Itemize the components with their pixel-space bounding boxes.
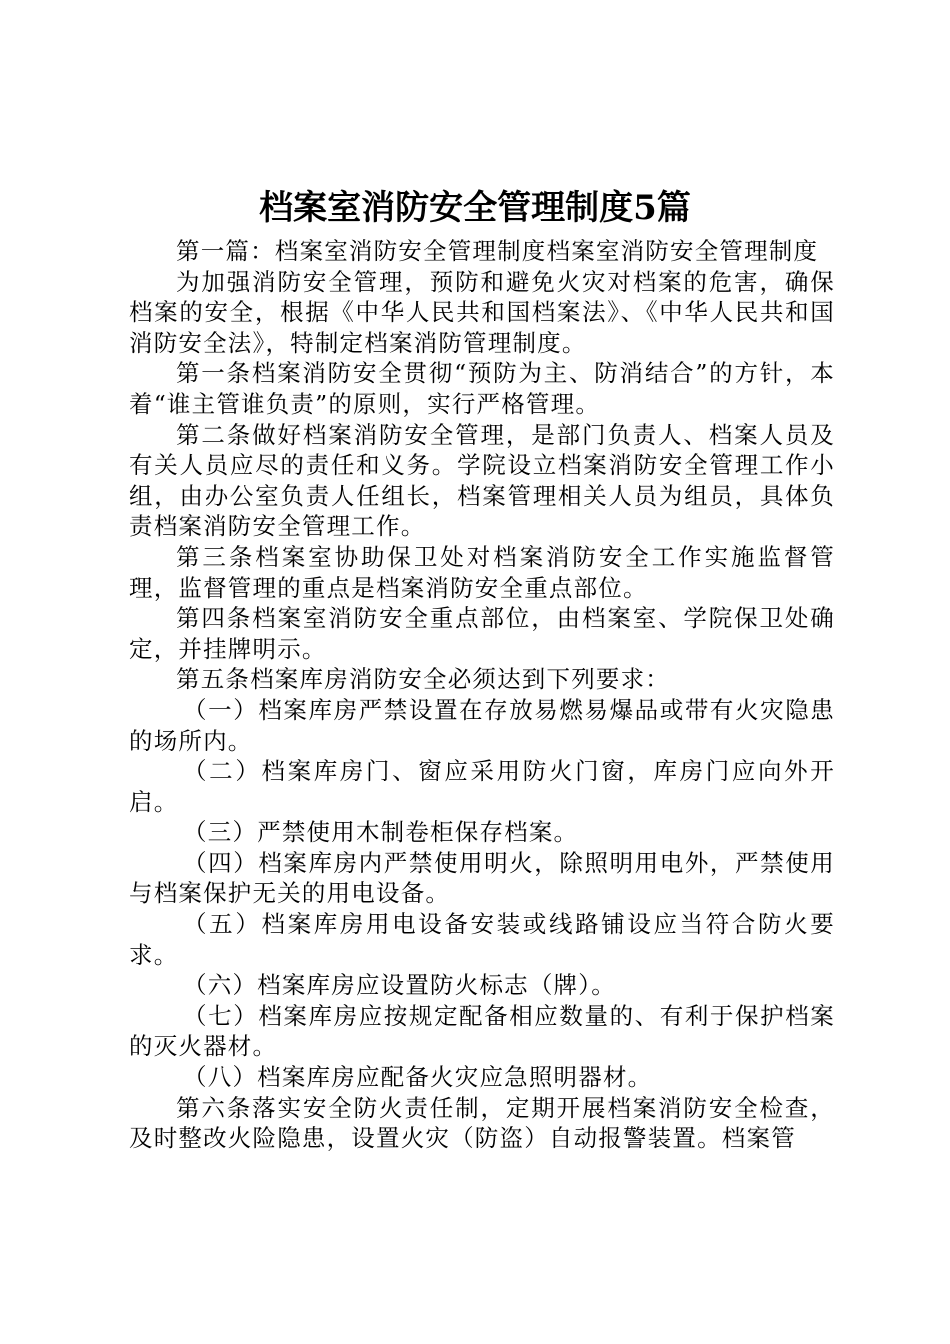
paragraph-preamble: 为加强消防安全管理，预防和避免火灾对档案的危害，确保档案的安全，根据《中华人民共和国档案法》、《中华人民共和国消防安全法》，特制定档案消防管理制度。	[129, 267, 835, 357]
list-item-4: （四）档案库房内严禁使用明火，除照明用电外，严禁使用与档案保护无关的用电设备。	[129, 848, 835, 908]
list-item-1: （一）档案库房严禁设置在存放易燃易爆品或带有火灾隐患的场所内。	[129, 695, 835, 755]
list-item-6: （六）档案库房应设置防火标志（牌）。	[183, 971, 616, 1000]
paragraph-article-2: 第二条做好档案消防安全管理，是部门负责人、档案人员及有关人员应尽的责任和义务。学院设立档案消防安全管理工作小组，由办公室负责人任组长，档案管理相关人员为组员，具体负责档案消防安全管理工作。	[129, 420, 835, 541]
paragraph-article-4: 第四条档案室消防安全重点部位，由档案室、学院保卫处确定，并挂牌明示。	[129, 604, 835, 663]
paragraph-article-1: 第一条档案消防安全贯彻“预防为主、防消结合”的方针，本着“谁主管谁负责”的原则，实行严格管理。	[129, 359, 835, 418]
list-item-5: （五）档案库房用电设备安装或线路铺设应当符合防火要求。	[129, 910, 835, 969]
list-item-8: （八）档案库房应配备火灾应急照明器材。	[183, 1063, 653, 1092]
document-title: 档案室消防安全管理制度5篇	[259, 188, 691, 228]
list-item-7: （七）档案库房应按规定配备相应数量的、有利于保护档案的灭火器材。	[129, 1001, 835, 1061]
paragraph-article-5: 第五条档案库房消防安全必须达到下列要求：	[176, 665, 670, 694]
paragraph-chapter-heading: 第一篇：档案室消防安全管理制度档案室消防安全管理制度	[176, 237, 819, 265]
document-body	[129, 236, 835, 1154]
list-item-2: （二）档案库房门、窗应采用防火门窗，库房门应向外开启。	[129, 757, 835, 816]
paragraph-article-6: 第六条落实安全防火责任制，定期开展档案消防安全检查，及时整改火险隐患，设置火灾（防盗）自动报警装置。档案管	[129, 1093, 835, 1153]
paragraph-article-3: 第三条档案室协助保卫处对档案消防安全工作实施监督管理，监督管理的重点是档案消防安全重点部位。	[129, 542, 835, 602]
list-item-3: （三）严禁使用木制卷柜保存档案。	[183, 818, 579, 847]
